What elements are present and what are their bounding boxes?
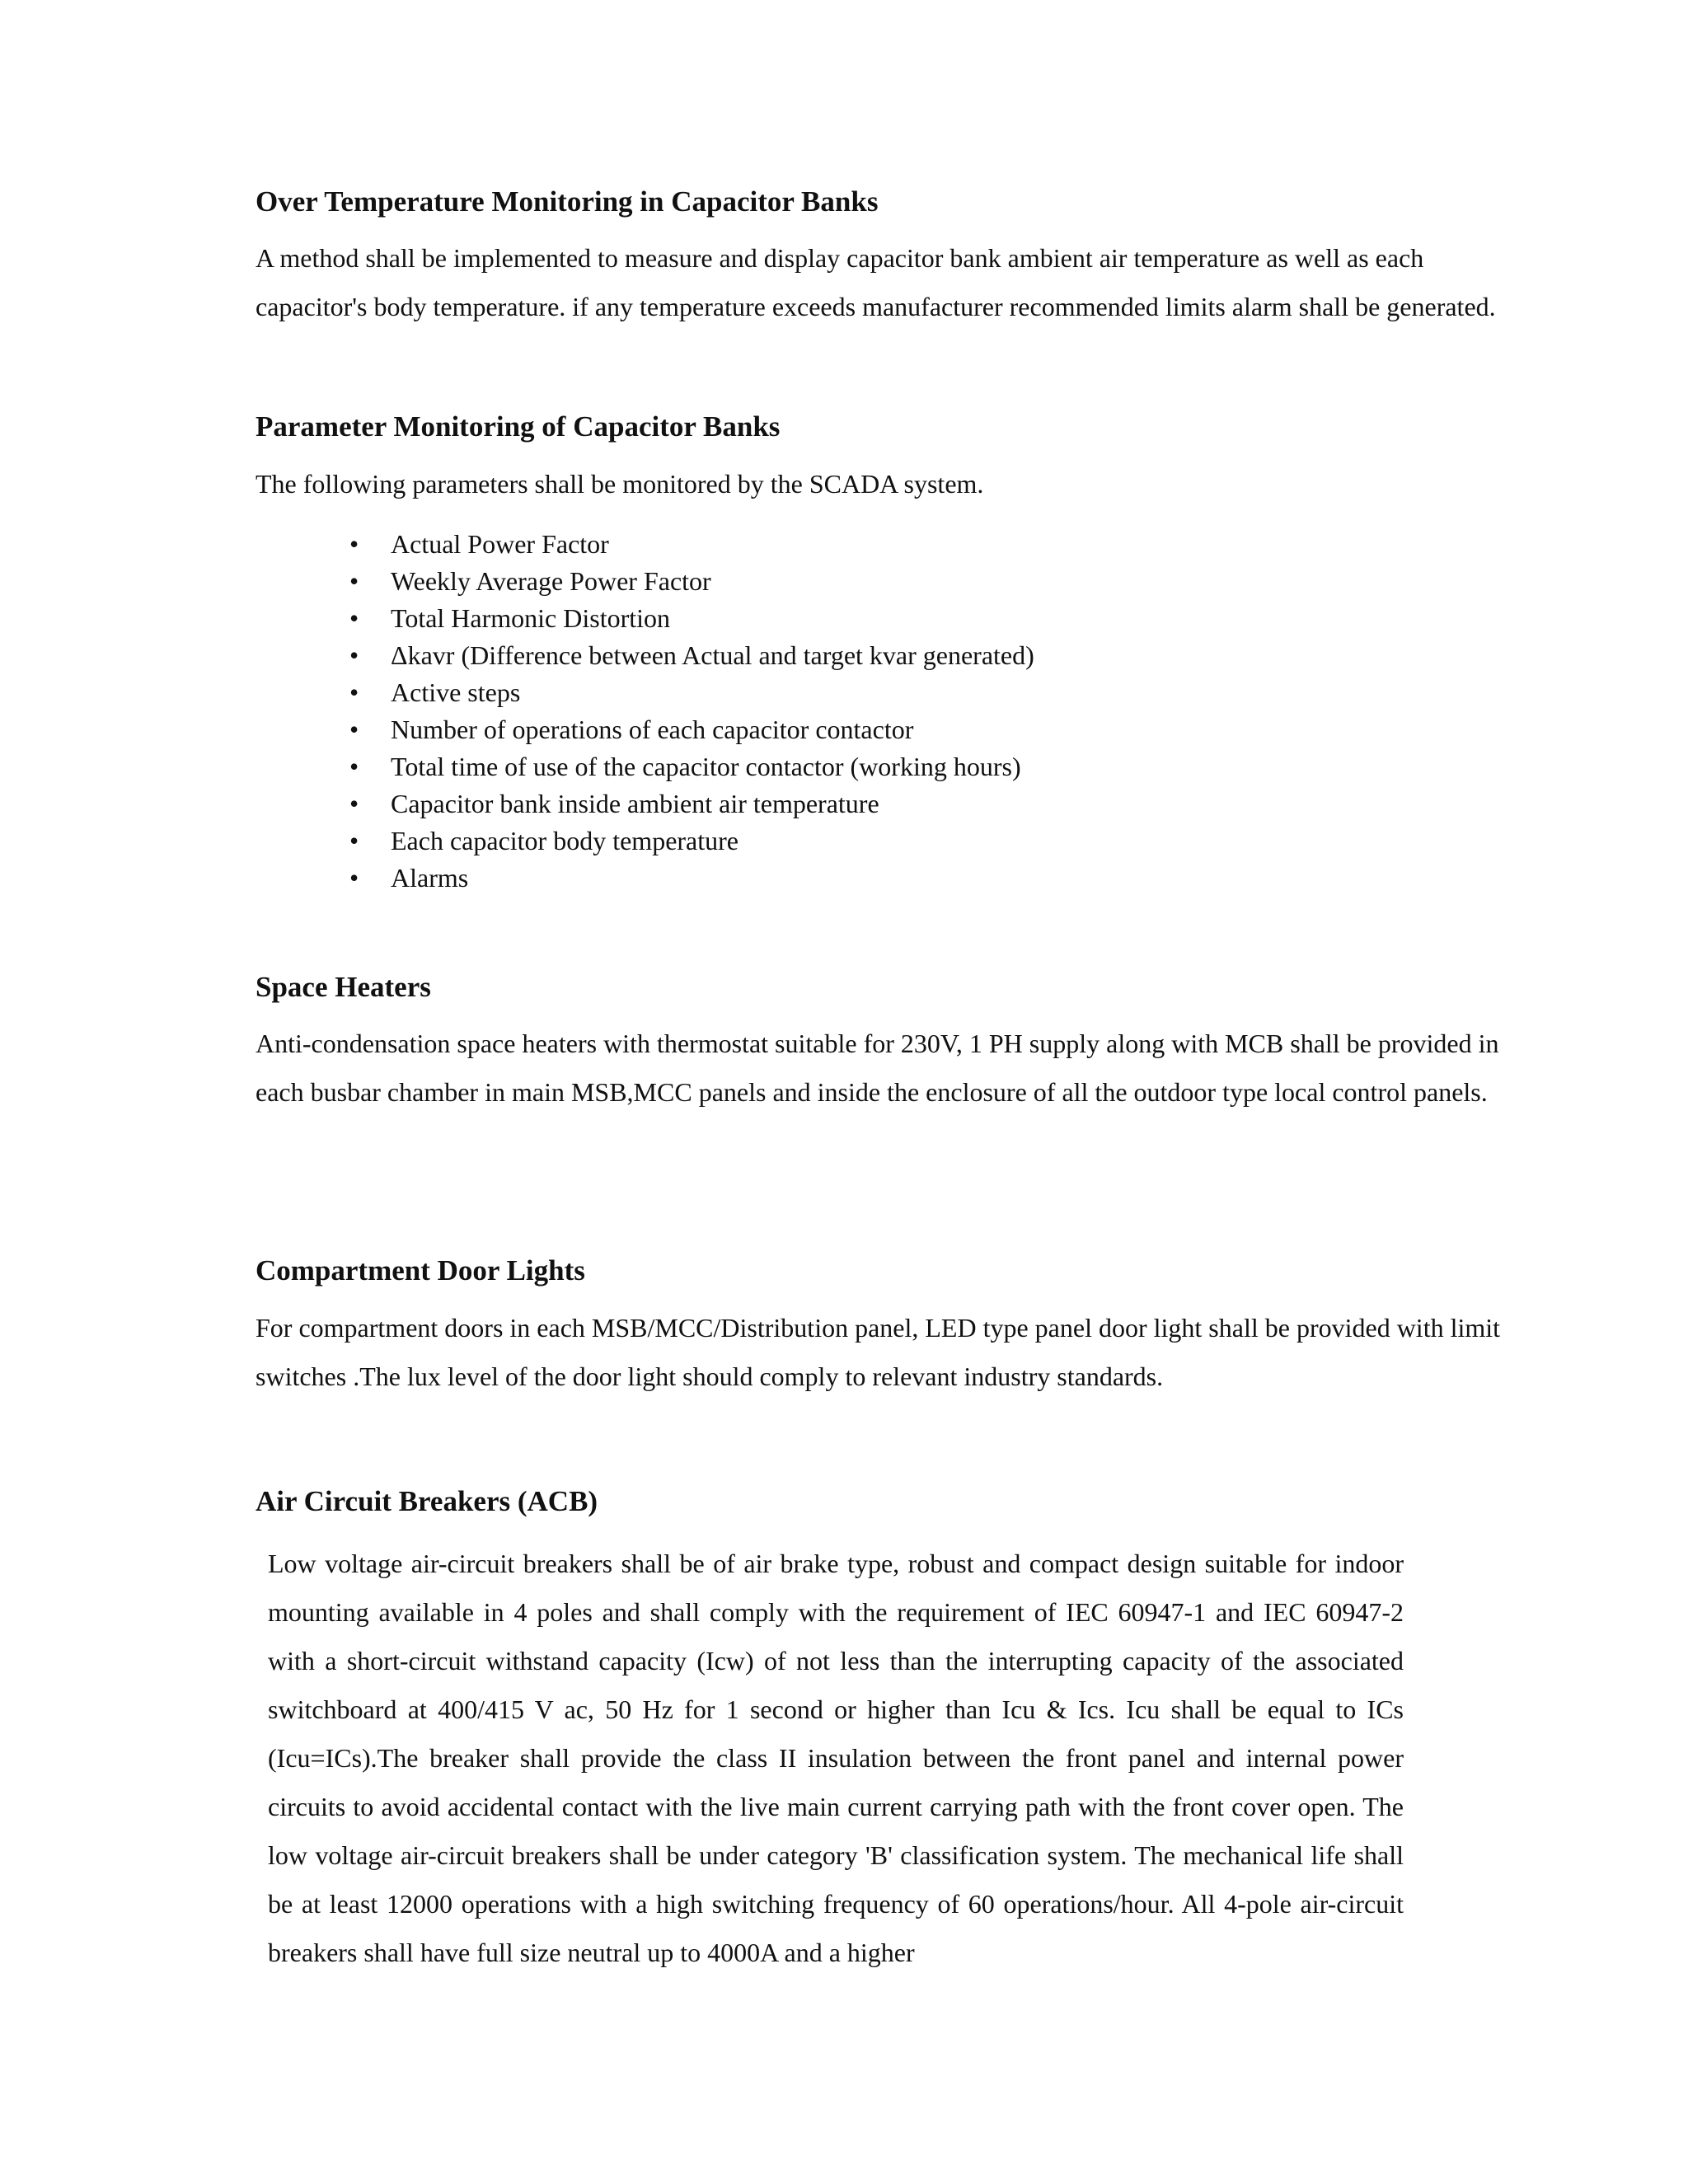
heading-over-temperature: Over Temperature Monitoring in Capacitor Banks: [256, 185, 879, 218]
heading-door-lights: Compartment Door Lights: [256, 1254, 585, 1286]
bullet-icon: •: [349, 863, 359, 893]
list-item: • Active steps: [256, 674, 1034, 711]
list-item: • Each capacitor body temperature: [256, 823, 1034, 860]
heading-acb: Air Circuit Breakers (ACB): [256, 1485, 598, 1517]
para-space-heaters: Anti-condensation space heaters with thermostat suitable for 230V, 1 PH supply along with MCB shall be provided in each busbar chamber in main MSB,MCC panels and inside the enclosure of all the outdoor type local control panels.: [256, 1029, 1499, 1107]
bullet-icon: •: [349, 677, 359, 707]
bullet-icon: •: [349, 529, 359, 559]
para-acb: Low voltage air-circuit breakers shall be of air brake type, robust and compact design suitable for indoor mounting available in 4 poles and shall comply with the requirement of IEC 60947-1 and IEC 60947-2 with a short-circuit withstand capacity (Icw) of not less than the interrupting capacity of the associated switchboard at 400/415 V ac, 50 Hz for 1 second or higher than Icu & Ics. Icu shall be equal to ICs (Icu=ICs).The breaker shall provide the class II insulation between the front panel and internal power circuits to avoid accidental contact with the live main current carrying path with the front cover open. The low voltage air-circuit breakers shall be under category 'B' classification system. The mechanical life shall be at least 12000 operations with a high switching frequency of 60 operations/hour. All 4-pole air-circuit breakers shall have full size neutral up to 4000A and a higher: [268, 1549, 1404, 1967]
para-parameter-intro: The following parameters shall be monitored by the SCADA system.: [256, 469, 984, 499]
bullet-icon: •: [349, 603, 359, 633]
para-door-lights: For compartment doors in each MSB/MCC/Distribution panel, LED type panel door light shall be provided with limit switches .The lux level of the door light should comply to relevant industry standards.: [256, 1313, 1501, 1391]
bullet-icon: •: [349, 566, 359, 596]
list-item: • Actual Power Factor: [256, 526, 1034, 563]
list-item: • Weekly Average Power Factor: [256, 563, 1034, 600]
list-item: • Total time of use of the capacitor contactor (working hours): [256, 748, 1034, 785]
bullet-icon: •: [349, 715, 359, 744]
list-item: • Capacitor bank inside ambient air temperature: [256, 785, 1034, 823]
para-over-temperature: A method shall be implemented to measure and display capacitor bank ambient air temperature as well as each capacitor's body temperature. if any temperature exceeds manufacturer recommended limits alarm shall be generated.: [256, 243, 1496, 321]
bullet-icon: •: [349, 826, 359, 855]
parameter-list: [256, 526, 1034, 897]
heading-parameter-monitoring: Parameter Monitoring of Capacitor Banks: [256, 410, 781, 443]
list-item: • Δkavr (Difference between Actual and target kvar generated): [256, 637, 1034, 674]
list-item: • Number of operations of each capacitor contactor: [256, 711, 1034, 748]
list-item: • Total Harmonic Distortion: [256, 600, 1034, 637]
bullet-icon: •: [349, 789, 359, 818]
heading-space-heaters: Space Heaters: [256, 971, 431, 1003]
list-item: • Alarms: [256, 860, 1034, 897]
bullet-icon: •: [349, 640, 359, 670]
bullet-icon: •: [349, 752, 359, 781]
